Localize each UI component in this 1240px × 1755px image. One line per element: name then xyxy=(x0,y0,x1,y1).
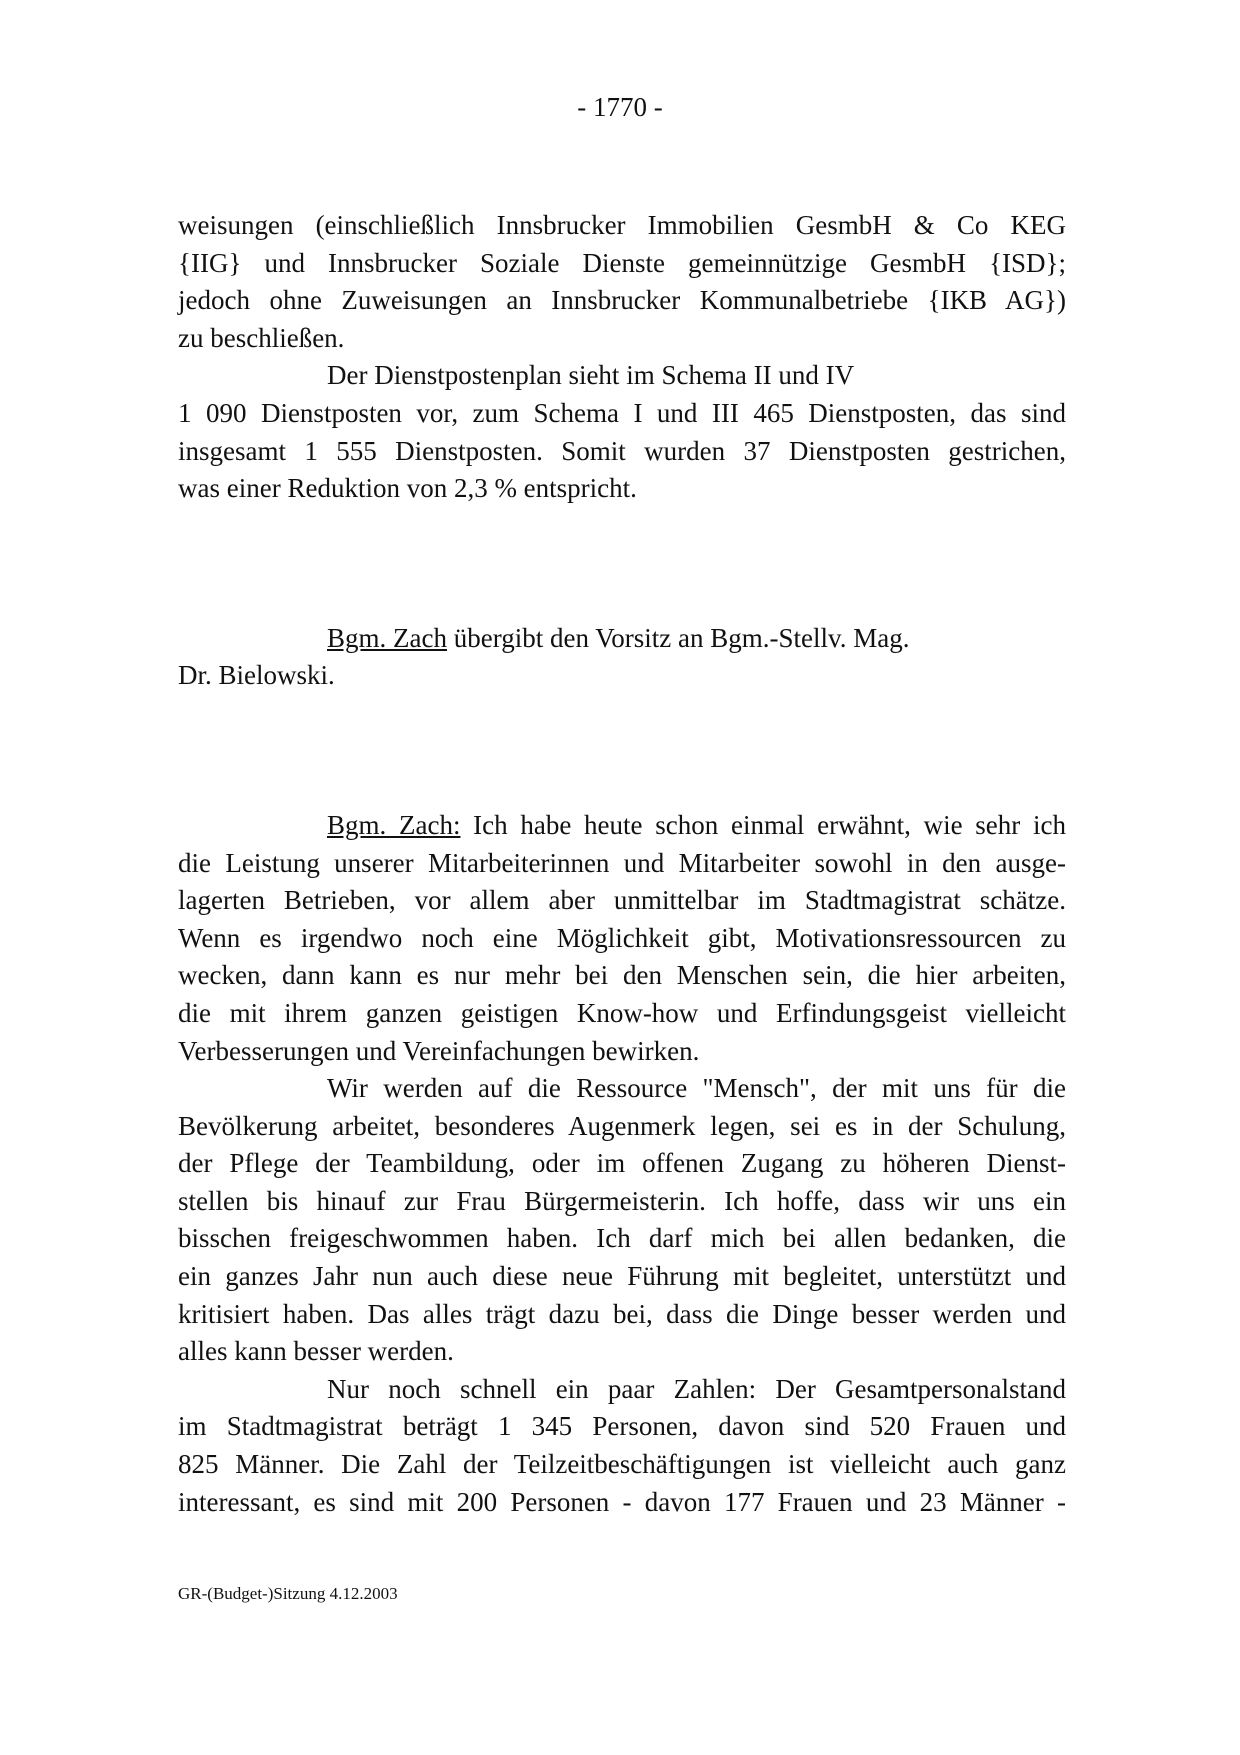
text-line: weisungen (einschließlich Innsbrucker Immobilien GesmbH & Co KEG xyxy=(178,210,1066,240)
text-segment: übergibt den Vorsitz an Bgm.-Stellv. Mag. xyxy=(446,622,910,653)
text-line: Wir werden auf die Ressource "Mensch", der mit uns für die xyxy=(327,1073,1066,1104)
text-line: alles kann besser werden. xyxy=(178,1336,454,1367)
text-line: stellen bis hinauf zur Frau Bürgermeisterin. Ich hoffe, dass wir uns ein xyxy=(178,1185,1066,1216)
paragraph-1 xyxy=(178,207,1066,357)
text-line: {IIG} und Innsbrucker Soziale Dienste gemeinnützige GesmbH {ISD}; xyxy=(178,247,1066,278)
text-line: was einer Reduktion von 2,3 % entspricht. xyxy=(178,473,637,504)
document-body xyxy=(178,207,1066,1521)
text-line: zu beschließen. xyxy=(178,322,345,353)
text-line: wecken, dann kann es nur mehr bei den Menschen sein, die hier arbeiten, xyxy=(178,960,1066,991)
text-line: interessant, es sind mit 200 Personen - davon 177 Frauen und 23 Männer - xyxy=(178,1486,1066,1517)
page-number: - 1770 - xyxy=(577,92,663,122)
text-line: Der Dienstpostenplan sieht im Schema II und IV xyxy=(327,360,855,391)
text-line xyxy=(178,620,1066,658)
text-line: ein ganzes Jahr nun auch diese neue Führung mit begleitet, unterstützt und xyxy=(178,1261,1066,1292)
text-segment: Ich habe heute schon einmal erwähnt, wie sehr ich xyxy=(460,809,1066,840)
paragraph-3 xyxy=(178,620,1066,695)
text-line: bisschen freigeschwommen haben. Ich darf mich bei allen bedanken, die xyxy=(178,1223,1066,1254)
text-line: Verbesserungen und Vereinfachungen bewirken. xyxy=(178,1035,700,1066)
text-line: lagerten Betrieben, vor allem aber unmittelbar im Stadtmagistrat schätze. xyxy=(178,885,1066,916)
text-line xyxy=(178,807,1066,845)
page-footer: GR-(Budget-)Sitzung 4.12.2003 xyxy=(178,1584,398,1603)
paragraph-2 xyxy=(178,357,1066,507)
text-line: Wenn es irgendwo noch eine Möglichkeit gibt, Motivationsressourcen zu xyxy=(178,922,1066,953)
text-line: 1 090 Dienstposten vor, zum Schema I und III 465 Dienstposten, das sind xyxy=(178,397,1066,428)
text-line: Bevölkerung arbeitet, besonderes Augenmerk legen, sei es in der Schulung, xyxy=(178,1110,1066,1141)
text-line: Nur noch schnell ein paar Zahlen: Der Gesamtpersonalstand xyxy=(327,1373,1066,1404)
text-line: die Leistung unserer Mitarbeiterinnen und Mitarbeiter sowohl in den ausge- xyxy=(178,847,1066,878)
text-line: die mit ihrem ganzen geistigen Know-how und Erfindungsgeist vielleicht xyxy=(178,997,1066,1028)
paragraph-6 xyxy=(178,1371,1066,1521)
paragraph-4 xyxy=(178,807,1066,1070)
text-line: Dr. Bielowski. xyxy=(178,660,335,691)
paragraph-5 xyxy=(178,1070,1066,1371)
text-line: jedoch ohne Zuweisungen an Innsbrucker Kommunalbetriebe {IKB AG}) xyxy=(178,285,1066,316)
text-line: kritisiert haben. Das alles trägt dazu bei, dass die Dinge besser werden und xyxy=(178,1298,1066,1329)
speaker-name: Bgm. Zach: xyxy=(327,809,461,840)
text-line: 825 Männer. Die Zahl der Teilzeitbeschäftigungen ist vielleicht auch ganz xyxy=(178,1449,1066,1480)
text-line: im Stadtmagistrat beträgt 1 345 Personen, davon sind 520 Frauen und xyxy=(178,1411,1066,1442)
text-line: insgesamt 1 555 Dienstposten. Somit wurden 37 Dienstposten gestrichen, xyxy=(178,435,1066,466)
text-line: der Pflege der Teambildung, oder im offenen Zugang zu höheren Dienst- xyxy=(178,1148,1066,1179)
speaker-name: Bgm. Zach xyxy=(327,622,447,653)
